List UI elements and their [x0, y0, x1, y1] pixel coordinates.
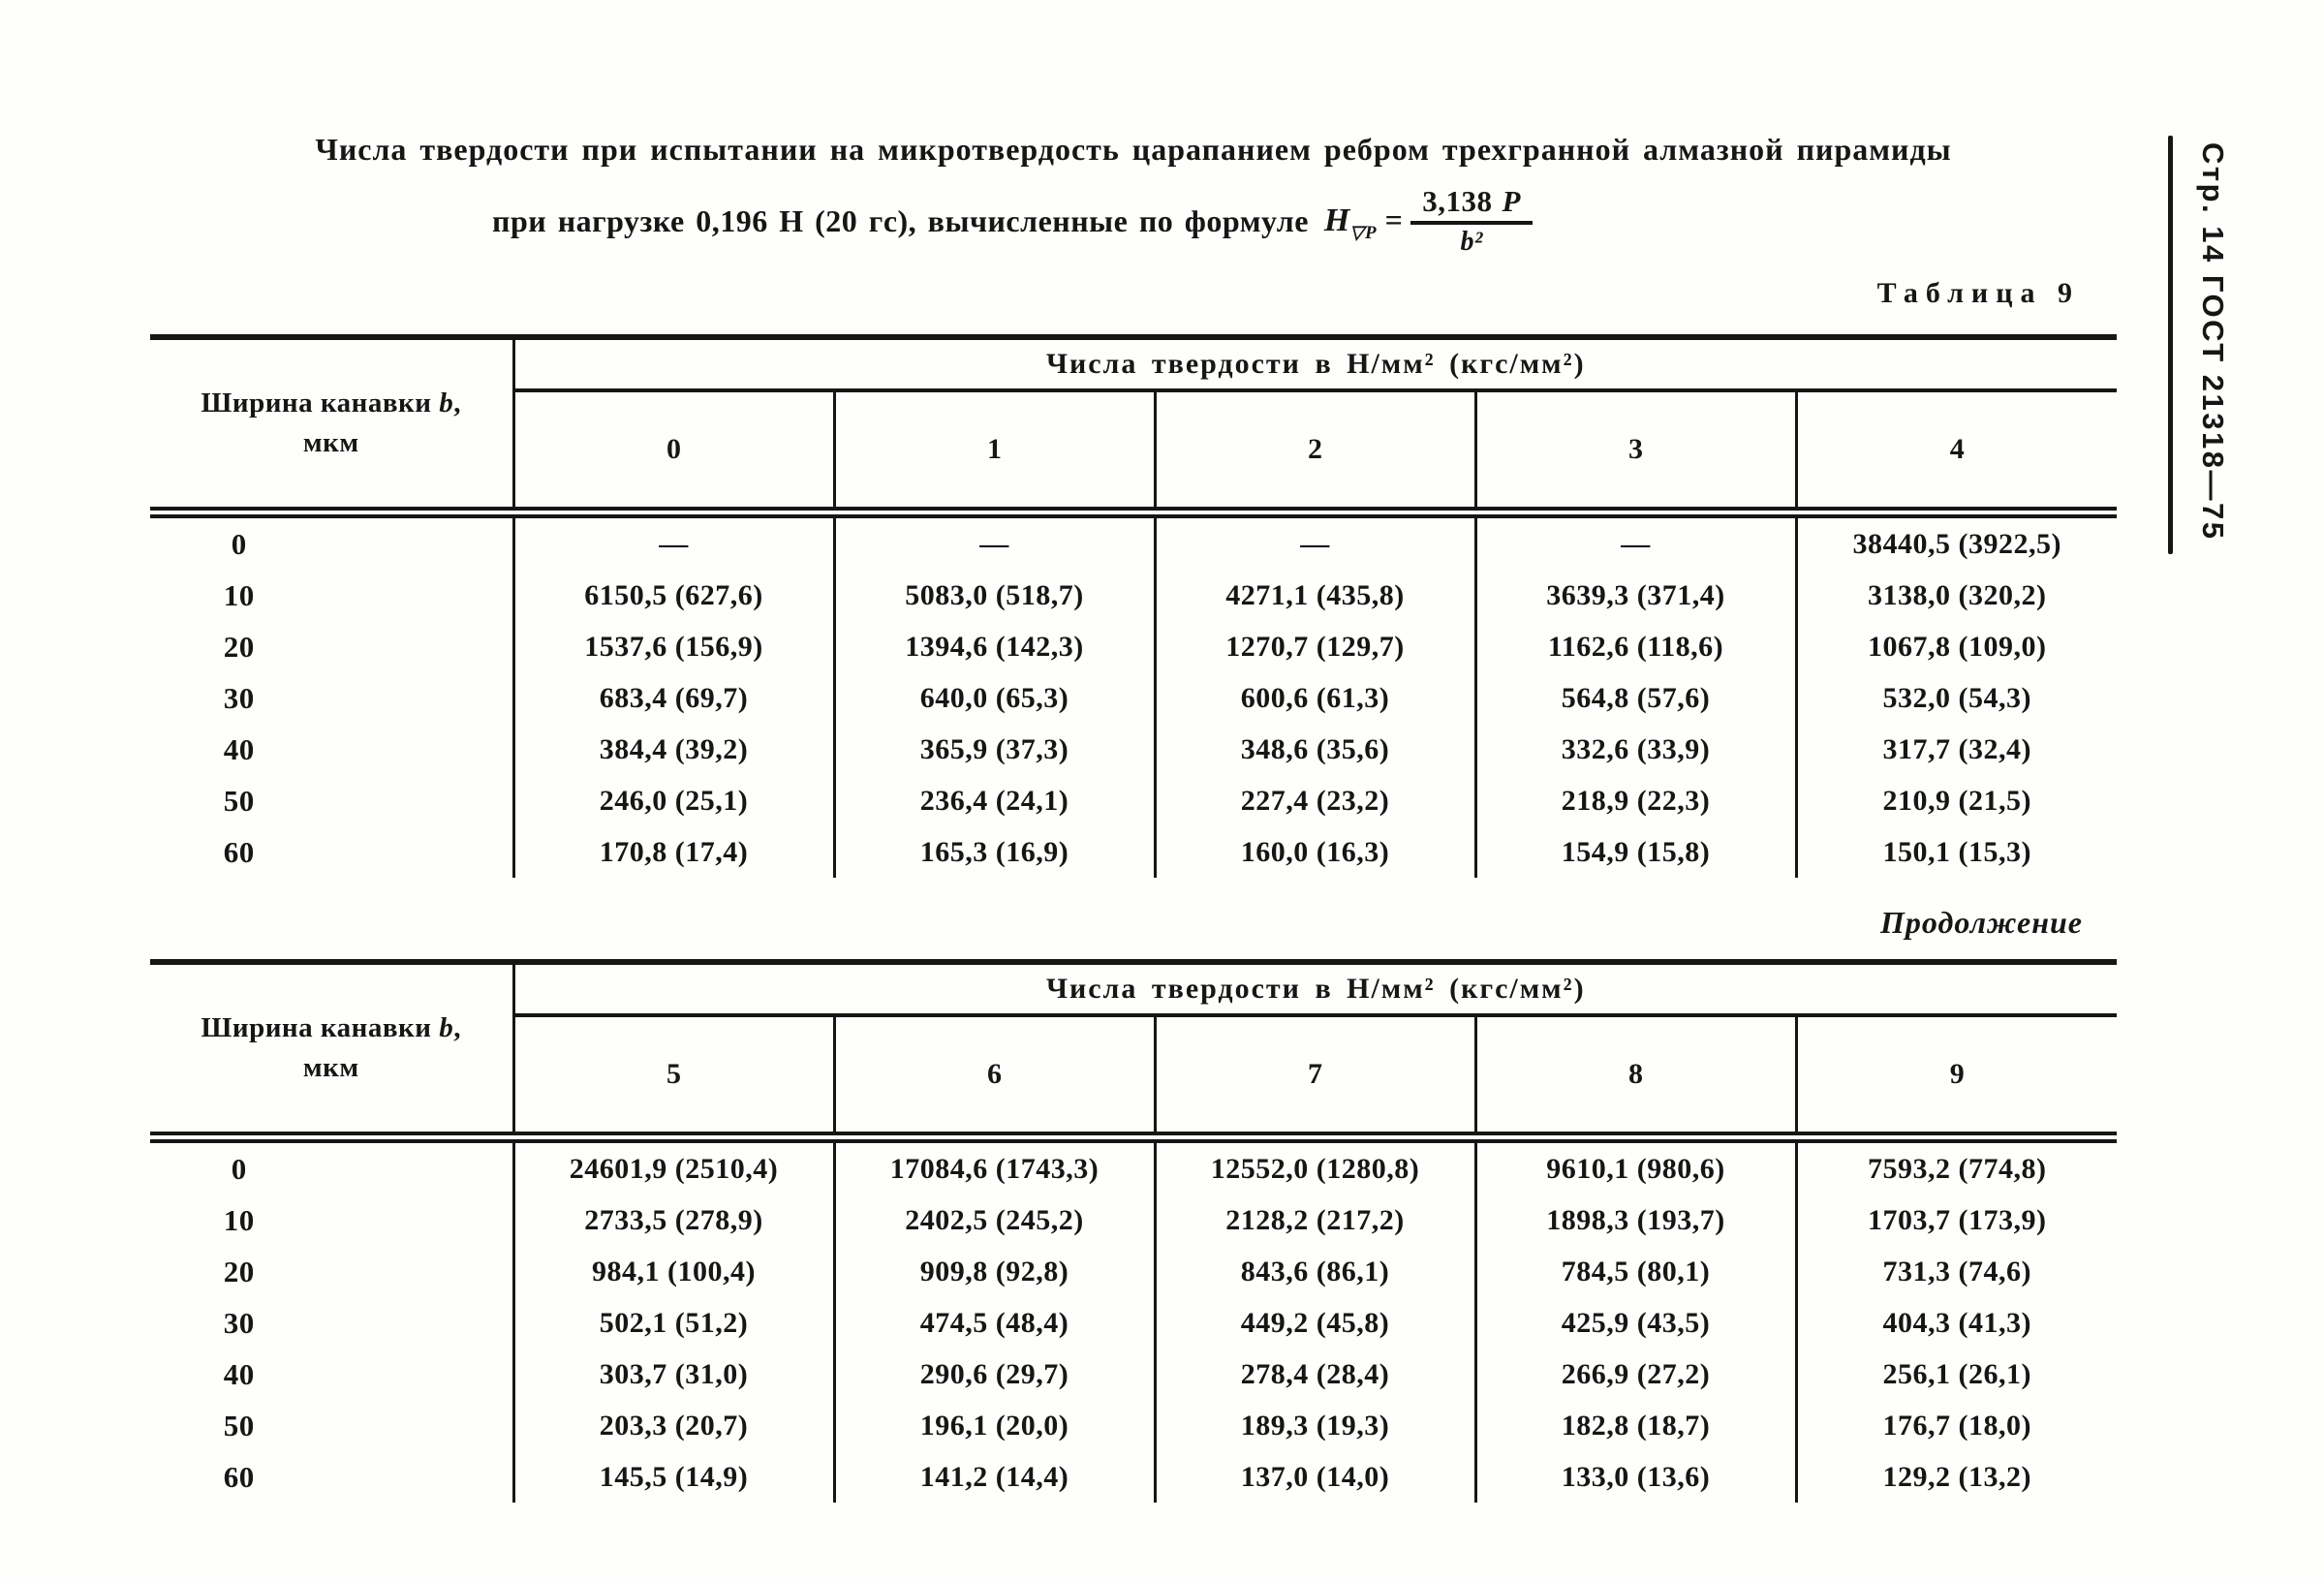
value-cell: 9610,1 (980,6)	[1475, 1137, 1796, 1194]
hardness-table-1	[150, 334, 2117, 878]
table-row	[150, 1297, 2117, 1349]
value-cell: 683,4 (69,7)	[513, 672, 834, 724]
value-cell: 502,1 (51,2)	[513, 1297, 834, 1349]
value-cell: —	[513, 512, 834, 570]
row-label-cell: 10	[150, 570, 513, 621]
value-cell: 236,4 (24,1)	[834, 775, 1155, 826]
column-label-cell: 3	[1475, 390, 1796, 512]
value-cell: 189,3 (19,3)	[1155, 1400, 1475, 1451]
value-cell: 909,8 (92,8)	[834, 1246, 1155, 1297]
value-cell: 227,4 (23,2)	[1155, 775, 1475, 826]
units-header-cell: Числа твердости в Н/мм² (кгс/мм²)	[513, 962, 2117, 1015]
formula-fraction	[1410, 184, 1533, 259]
value-cell: 1394,6 (142,3)	[834, 621, 1155, 672]
value-cell: 1270,7 (129,7)	[1155, 621, 1475, 672]
value-cell: 7593,2 (774,8)	[1796, 1137, 2117, 1194]
table-row	[150, 1246, 2117, 1297]
value-cell: 5083,0 (518,7)	[834, 570, 1155, 621]
value-cell: 3639,3 (371,4)	[1475, 570, 1796, 621]
units-header-cell: Числа твердости в Н/мм² (кгс/мм²)	[513, 337, 2117, 390]
row-label-cell: 40	[150, 724, 513, 775]
row-label-cell: 50	[150, 1400, 513, 1451]
value-cell: 196,1 (20,0)	[834, 1400, 1155, 1451]
row-label-cell: 0	[150, 512, 513, 570]
value-cell: 17084,6 (1743,3)	[834, 1137, 1155, 1194]
value-cell: 278,4 (28,4)	[1155, 1349, 1475, 1400]
row-label-cell: 30	[150, 1297, 513, 1349]
page-subtitle	[150, 172, 2117, 269]
value-cell: 784,5 (80,1)	[1475, 1246, 1796, 1297]
value-cell: 2402,5 (245,2)	[834, 1194, 1155, 1246]
value-cell: 365,9 (37,3)	[834, 724, 1155, 775]
value-cell: 425,9 (43,5)	[1475, 1297, 1796, 1349]
value-cell: 38440,5 (3922,5)	[1796, 512, 2117, 570]
value-cell: 4271,1 (435,8)	[1155, 570, 1475, 621]
value-cell: 176,7 (18,0)	[1796, 1400, 2117, 1451]
value-cell: 24601,9 (2510,4)	[513, 1137, 834, 1194]
column-label-cell: 8	[1475, 1015, 1796, 1137]
row-label-cell: 60	[150, 1451, 513, 1503]
hardness-formula	[1324, 184, 1533, 259]
row-label-cell: 30	[150, 672, 513, 724]
column-label-cell: 6	[834, 1015, 1155, 1137]
value-cell: 532,0 (54,3)	[1796, 672, 2117, 724]
value-cell: 141,2 (14,4)	[834, 1451, 1155, 1503]
value-cell: 165,3 (16,9)	[834, 826, 1155, 878]
table-row	[150, 775, 2117, 826]
value-cell: —	[1155, 512, 1475, 570]
value-cell: 154,9 (15,8)	[1475, 826, 1796, 878]
value-cell: 170,8 (17,4)	[513, 826, 834, 878]
value-cell: 210,9 (21,5)	[1796, 775, 2117, 826]
column-label-cell: 2	[1155, 390, 1475, 512]
value-cell: 2733,5 (278,9)	[513, 1194, 834, 1246]
value-cell: 160,0 (16,3)	[1155, 826, 1475, 878]
value-cell: 3138,0 (320,2)	[1796, 570, 2117, 621]
value-cell: 332,6 (33,9)	[1475, 724, 1796, 775]
value-cell: 137,0 (14,0)	[1155, 1451, 1475, 1503]
value-cell: 129,2 (13,2)	[1796, 1451, 2117, 1503]
stub-header-cell: Ширина канавки b, мкм	[150, 962, 513, 1137]
value-cell: 600,6 (61,3)	[1155, 672, 1475, 724]
value-cell: —	[1475, 512, 1796, 570]
row-label-cell: 0	[150, 1137, 513, 1194]
value-cell: 1067,8 (109,0)	[1796, 621, 2117, 672]
value-cell: 6150,5 (627,6)	[513, 570, 834, 621]
table-row	[150, 672, 2117, 724]
value-cell: 303,7 (31,0)	[513, 1349, 834, 1400]
value-cell: 182,8 (18,7)	[1475, 1400, 1796, 1451]
table-row	[150, 570, 2117, 621]
value-cell: 133,0 (13,6)	[1475, 1451, 1796, 1503]
value-cell: —	[834, 512, 1155, 570]
value-cell: 2128,2 (217,2)	[1155, 1194, 1475, 1246]
value-cell: 266,9 (27,2)	[1475, 1349, 1796, 1400]
value-cell: 843,6 (86,1)	[1155, 1246, 1475, 1297]
table-row	[150, 1400, 2117, 1451]
column-label-cell: 1	[834, 390, 1155, 512]
value-cell: 731,3 (74,6)	[1796, 1246, 2117, 1297]
value-cell: 984,1 (100,4)	[513, 1246, 834, 1297]
value-cell: 1537,6 (156,9)	[513, 621, 834, 672]
hardness-table-2	[150, 959, 2117, 1503]
value-cell: 218,9 (22,3)	[1475, 775, 1796, 826]
value-cell: 348,6 (35,6)	[1155, 724, 1475, 775]
value-cell: 474,5 (48,4)	[834, 1297, 1155, 1349]
value-cell: 1898,3 (193,7)	[1475, 1194, 1796, 1246]
table-row	[150, 724, 2117, 775]
row-label-cell: 20	[150, 621, 513, 672]
table-number-label: Таблица 9	[1876, 277, 2080, 309]
value-cell: 1162,6 (118,6)	[1475, 621, 1796, 672]
value-cell: 404,3 (41,3)	[1796, 1297, 2117, 1349]
formula-numerator: 3,138 P	[1410, 184, 1533, 226]
value-cell: 203,3 (20,7)	[513, 1400, 834, 1451]
row-label-cell: 50	[150, 775, 513, 826]
page-edge-rule	[2168, 136, 2173, 554]
stub-header-cell: Ширина канавки b, мкм	[150, 337, 513, 512]
row-label-cell: 10	[150, 1194, 513, 1246]
table-row	[150, 1349, 2117, 1400]
column-label-cell: 7	[1155, 1015, 1475, 1137]
column-label-cell: 0	[513, 390, 834, 512]
table-row	[150, 1137, 2117, 1194]
page-reference: Стр. 14 ГОСТ 21318—75	[2196, 142, 2230, 542]
formula-subscript: ▽P	[1349, 222, 1378, 243]
row-label-cell: 20	[150, 1246, 513, 1297]
table-row	[150, 826, 2117, 878]
column-label-cell: 5	[513, 1015, 834, 1137]
formula-denominator: b²	[1460, 227, 1483, 258]
value-cell: 564,8 (57,6)	[1475, 672, 1796, 724]
value-cell: 1703,7 (173,9)	[1796, 1194, 2117, 1246]
value-cell: 145,5 (14,9)	[513, 1451, 834, 1503]
value-cell: 317,7 (32,4)	[1796, 724, 2117, 775]
table-row	[150, 1451, 2117, 1503]
value-cell: 256,1 (26,1)	[1796, 1349, 2117, 1400]
formula-symbol: $H_{▽P}$	[1323, 202, 1378, 243]
value-cell: 246,0 (25,1)	[513, 775, 834, 826]
value-cell: 290,6 (29,7)	[834, 1349, 1155, 1400]
page-title: Числа твердости при испытании на микротвердость царапанием ребром трехгранной алмазной пирамиды	[315, 132, 1952, 167]
value-cell: 449,2 (45,8)	[1155, 1297, 1475, 1349]
continuation-label: Продолжение	[1880, 905, 2083, 940]
formula-equals: =	[1384, 202, 1404, 238]
value-cell: 640,0 (65,3)	[834, 672, 1155, 724]
table-row	[150, 512, 2117, 570]
value-cell: 12552,0 (1280,8)	[1155, 1137, 1475, 1194]
table-row	[150, 621, 2117, 672]
column-label-cell: 4	[1796, 390, 2117, 512]
subtitle-text: при нагрузке 0,196 Н (20 гс), вычисленные по формуле	[492, 202, 1309, 238]
row-label-cell: 40	[150, 1349, 513, 1400]
value-cell: 384,4 (39,2)	[513, 724, 834, 775]
row-label-cell: 60	[150, 826, 513, 878]
column-label-cell: 9	[1796, 1015, 2117, 1137]
table-row	[150, 1194, 2117, 1246]
value-cell: 150,1 (15,3)	[1796, 826, 2117, 878]
